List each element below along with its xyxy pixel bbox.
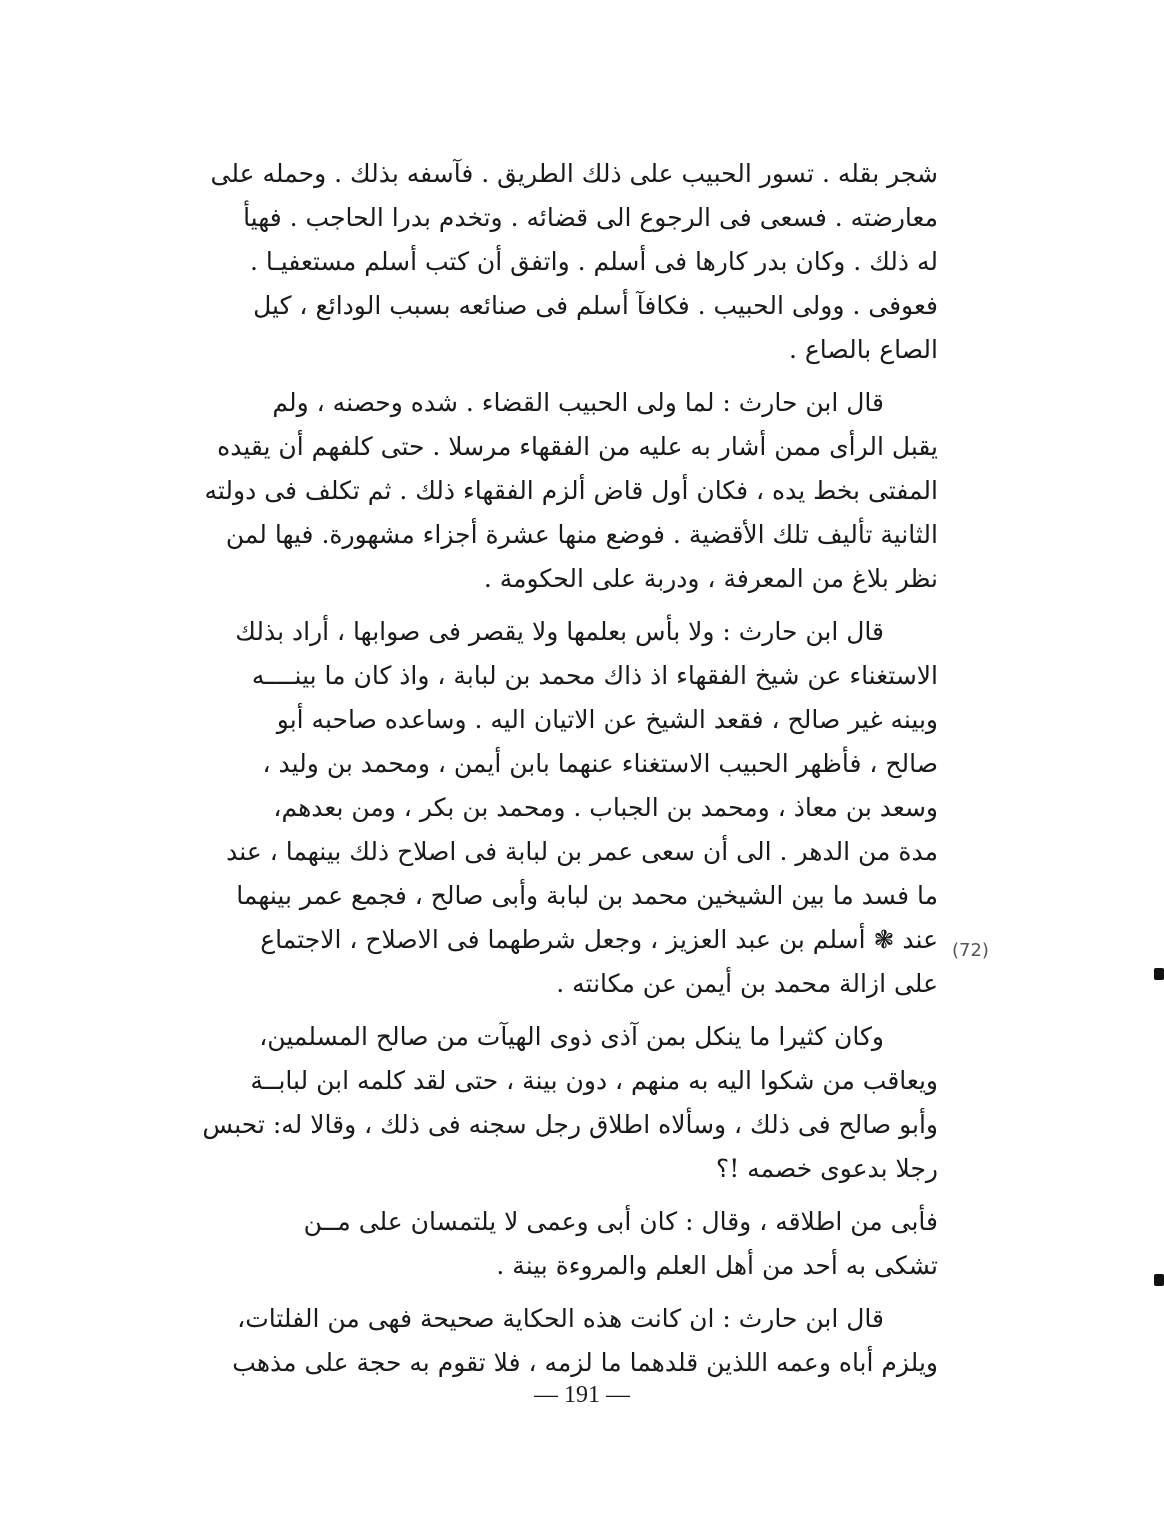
text-line: ويعاقب من شكوا اليه به منهم ، دون بينة ، حتى لقد كلمه ابن لبابــة <box>250 1066 938 1095</box>
text-line: ما فسد ما بين الشيخين محمد بن لبابة وأبى صالح ، فجمع عمر بينهما <box>236 881 938 910</box>
text-line: شجر بقله . تسور الحبيب على ذلك الطريق . فآسفه بذلك . وحمله على <box>210 159 938 188</box>
paragraph <box>178 1200 938 1288</box>
paragraph <box>178 381 938 601</box>
paragraph-gap <box>178 1191 938 1200</box>
margin-note: (72) <box>952 940 989 961</box>
text-line: معارضته . فسعى فى الرجوع الى قضائه . وتخدم بدرا الحاجب . فهيأ <box>243 203 938 232</box>
text-line: مدة من الدهر . الى أن سعى عمر بن لبابة فى اصلاح ذلك بينهما ، عند <box>226 837 938 866</box>
text-line: رجلا بدعوى خصمه !؟ <box>715 1154 938 1183</box>
text-line: يقبل الرأى ممن أشار به عليه من الفقهاء مرسلا . حتى كلفهم أن يقيده <box>217 432 938 461</box>
scan-edge-mark-top <box>1154 968 1164 980</box>
paragraph-gap <box>178 601 938 610</box>
paragraph-gap <box>178 372 938 381</box>
paragraph-gap <box>178 1288 938 1297</box>
paragraph <box>178 1015 938 1191</box>
text-line: نظر بلاغ من المعرفة ، ودربة على الحكومة . <box>483 564 938 593</box>
text-line: الصاع بالصاع . <box>788 335 938 364</box>
paragraph <box>178 152 938 372</box>
text-line: على ازالة محمد بن أيمن عن مكانته . <box>556 969 938 998</box>
text-line: فعوفى . وولى الحبيب . فكافآ أسلم فى صنائعه بسبب الودائع ، كيل <box>253 291 938 320</box>
text-line: الاستغناء عن شيخ الفقهاء اذ ذاك محمد بن لبابة ، واذ كان ما بينــــه <box>251 661 938 690</box>
text-line: وأبو صالح فى ذلك ، وسألاه اطلاق رجل سجنه فى ذلك ، وقالا له: تحبس <box>202 1110 938 1139</box>
text-line: تشكى به أحد من أهل العلم والمروءة بينة . <box>496 1251 938 1280</box>
paragraph-gap <box>178 1006 938 1015</box>
paragraph <box>178 610 938 1006</box>
text-line: قال ابن حارث : لما ولى الحبيب القضاء . شده وحصنه ، ولم <box>272 388 884 417</box>
page-number: — 191 — <box>534 1382 630 1408</box>
text-line: قال ابن حارث : ان كانت هذه الحكاية صحيحة فهى من الفلتات، <box>237 1304 884 1333</box>
text-line: ويلزم أباه وعمه اللذين قلدهما ما لزمه ، فلا تقوم به حجة على مذهب <box>232 1348 938 1377</box>
text-line: وكان كثيرا ما ينكل بمن آذى ذوى الهيآت من صالح المسلمين، <box>259 1022 884 1051</box>
text-line: له ذلك . وكان بدر كارها فى أسلم . واتفق أن كتب أسلم مستعفيـا . <box>249 247 938 276</box>
text-line: وبينه غير صالح ، فقعد الشيخ عن الاتيان اليه . وساعده صاحبه أبو <box>276 705 938 734</box>
text-line: قال ابن حارث : ولا بأس بعلمها ولا يقصر فى صوابها ، أراد بذلك <box>235 617 884 646</box>
text-line: فأبى من اطلاقه ، وقال : كان أبى وعمى لا يلتمسان على مــن <box>303 1207 938 1236</box>
paragraph <box>178 1297 938 1385</box>
text-line: صالح ، فأظهر الحبيب الاستغناء عنهما بابن أيمن ، ومحمد بن وليد ، <box>262 749 938 778</box>
scan-edge-mark-bottom <box>1154 1274 1164 1286</box>
text-line: المفتى بخط يده ، فكان أول قاض ألزم الفقهاء ذلك . ثم تكلف فى دولته <box>204 476 938 505</box>
text-line: وسعد بن معاذ ، ومحمد بن الجباب . ومحمد بن بكر ، ومن بعدهم، <box>273 793 938 822</box>
body-text <box>178 152 938 1385</box>
text-line: الثانية تأليف تلك الأقضية . فوضع منها عشرة أجزاء مشهورة. فيها لمن <box>225 520 938 549</box>
text-line: عند ❃ أسلم بن عبد العزيز ، وجعل شرطهما فى الاصلاح ، الاجتماع <box>260 925 938 954</box>
